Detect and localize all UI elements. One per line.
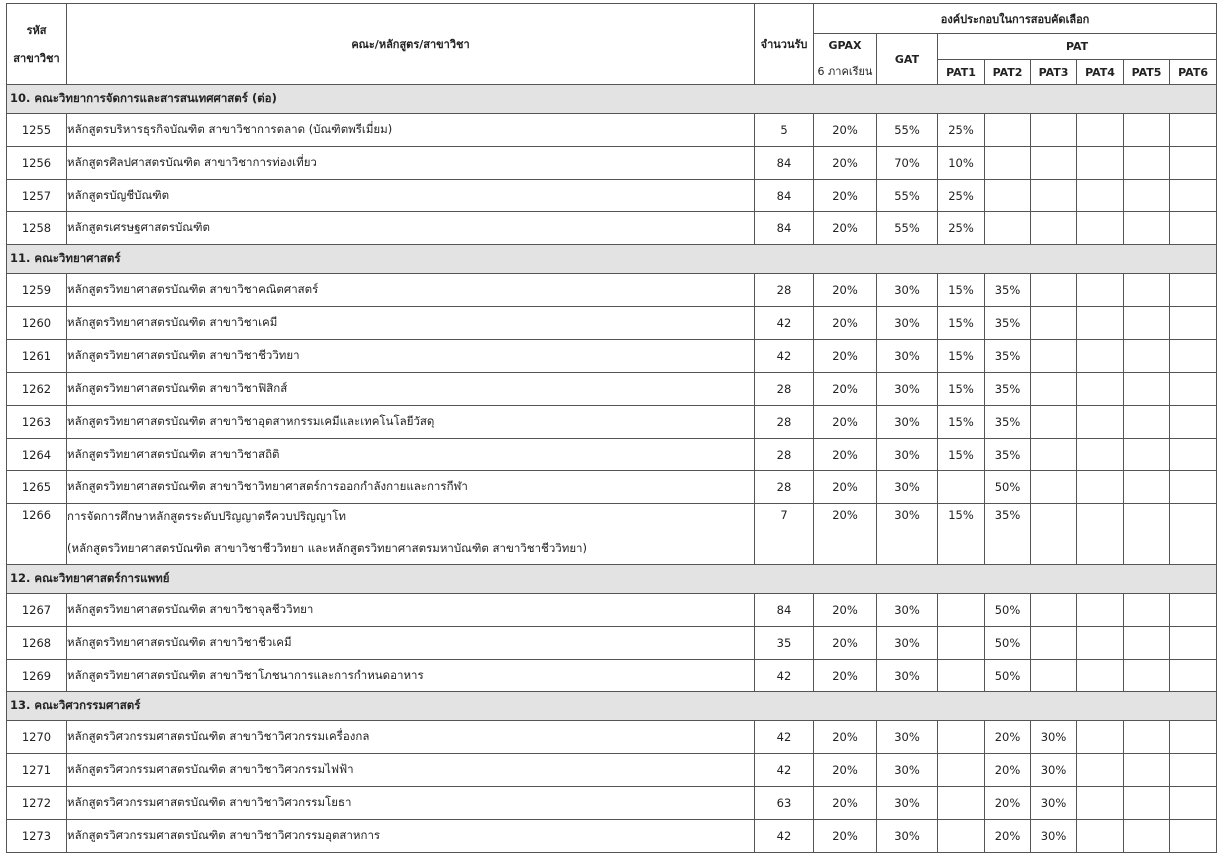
gpax-cell: 20% [814, 212, 877, 245]
gpax-cell: 20% [814, 179, 877, 212]
pat2-header: PAT2 [985, 60, 1031, 85]
pat5-cell [1124, 339, 1170, 372]
quota-cell: 7 [755, 504, 814, 565]
program-name-cell [67, 274, 755, 307]
pat6-cell [1170, 659, 1217, 692]
gpax-cell: 20% [814, 787, 877, 820]
gpax-cell: 20% [814, 721, 877, 754]
pat6-cell [1170, 339, 1217, 372]
quota-cell: 28 [755, 471, 814, 504]
pat2-cell: 35% [985, 307, 1031, 340]
quota-cell: 84 [755, 212, 814, 245]
pat6-cell [1170, 787, 1217, 820]
pat2-cell: 20% [985, 819, 1031, 852]
pat6-cell [1170, 626, 1217, 659]
pat6-cell [1170, 754, 1217, 787]
pat6-cell [1170, 405, 1217, 438]
program-name: หลักสูตรวิทยาศาสตรบัณฑิต สาขาวิชาชีววิทยา [67, 347, 300, 362]
program-code-cell: 1258 [7, 212, 67, 245]
program-name: หลักสูตรวิทยาศาสตรบัณฑิต สาขาวิชาชีวเคมี [67, 634, 292, 649]
pat1-cell: 15% [938, 274, 985, 307]
pat3-cell [1031, 307, 1077, 340]
table-row [7, 659, 1217, 692]
pat4-cell [1077, 754, 1124, 787]
pat2-cell: 35% [985, 372, 1031, 405]
program-name: หลักสูตรบริหารธุรกิจบัณฑิต สาขาวิชาการตลาด (บัณฑิตพรีเมี่ยม) [67, 121, 393, 136]
pat4-cell [1077, 819, 1124, 852]
program-name-cell [67, 212, 755, 245]
pat3-cell [1031, 438, 1077, 471]
program-code-cell: 1269 [7, 659, 67, 692]
table-row [7, 405, 1217, 438]
pat4-cell [1077, 659, 1124, 692]
pat6-cell [1170, 372, 1217, 405]
quota-header: จำนวนรับ [755, 4, 814, 85]
gat-cell: 30% [877, 307, 938, 340]
pat2-cell: 20% [985, 754, 1031, 787]
pat3-cell [1031, 179, 1077, 212]
pat1-cell: 25% [938, 113, 985, 146]
pat5-header: PAT5 [1124, 60, 1170, 85]
gat-header: GAT [877, 34, 938, 85]
program-code-cell: 1259 [7, 274, 67, 307]
pat1-cell: 15% [938, 307, 985, 340]
program-code-cell: 1267 [7, 593, 67, 626]
pat3-cell: 30% [1031, 787, 1077, 820]
program-code-cell: 1263 [7, 405, 67, 438]
pat6-cell [1170, 819, 1217, 852]
pat4-cell [1077, 787, 1124, 820]
gat-cell: 30% [877, 626, 938, 659]
pat1-cell: 15% [938, 372, 985, 405]
program-name: หลักสูตรวิศวกรรมศาสตรบัณฑิต สาขาวิชาวิศวกรรมไฟฟ้า [67, 762, 354, 777]
pat2-cell: 20% [985, 787, 1031, 820]
gpax-cell: 20% [814, 593, 877, 626]
quota-cell: 63 [755, 787, 814, 820]
table-row [7, 179, 1217, 212]
gpax-cell: 20% [814, 274, 877, 307]
gpax-sublabel: 6 ภาคเรียน [817, 64, 873, 78]
program-name: หลักสูตรวิศวกรรมศาสตรบัณฑิต สาขาวิชาวิศวกรรมโยธา [67, 794, 352, 809]
pat4-cell [1077, 626, 1124, 659]
table-body [7, 85, 1217, 853]
gat-cell: 55% [877, 179, 938, 212]
gpax-cell: 20% [814, 113, 877, 146]
program-name: หลักสูตรวิทยาศาสตรบัณฑิต สาขาวิชาสถิติ [67, 446, 280, 461]
pat2-cell: 50% [985, 626, 1031, 659]
pat-header: PAT [938, 34, 1217, 60]
program-name: หลักสูตรศิลปศาสตรบัณฑิต สาขาวิชาการท่องเที่ยว [67, 154, 317, 169]
quota-cell: 84 [755, 179, 814, 212]
gpax-header [814, 34, 877, 85]
program-name-cell [67, 471, 755, 504]
pat1-cell [938, 626, 985, 659]
pat5-cell [1124, 212, 1170, 245]
table-row [7, 754, 1217, 787]
pat5-cell [1124, 405, 1170, 438]
program-name-cell [67, 179, 755, 212]
pat5-cell [1124, 721, 1170, 754]
gpax-cell: 20% [814, 754, 877, 787]
program-name-cell [67, 593, 755, 626]
gpax-cell: 20% [814, 504, 877, 565]
pat3-cell: 30% [1031, 754, 1077, 787]
table-row [7, 372, 1217, 405]
gat-cell: 30% [877, 659, 938, 692]
pat3-cell [1031, 626, 1077, 659]
program-name: หลักสูตรวิทยาศาสตรบัณฑิต สาขาวิชาฟิสิกส์ [67, 380, 288, 395]
pat1-cell: 25% [938, 212, 985, 245]
table-row [7, 212, 1217, 245]
quota-cell: 84 [755, 593, 814, 626]
gat-cell: 70% [877, 146, 938, 179]
pat1-cell [938, 787, 985, 820]
pat5-cell [1124, 819, 1170, 852]
pat4-cell [1077, 212, 1124, 245]
gpax-cell: 20% [814, 339, 877, 372]
pat6-cell [1170, 438, 1217, 471]
program-name-cell [67, 113, 755, 146]
table-row [7, 274, 1217, 307]
section-row [7, 85, 1217, 114]
pat6-cell [1170, 274, 1217, 307]
program-code-cell: 1270 [7, 721, 67, 754]
pat5-cell [1124, 179, 1170, 212]
pat6-cell [1170, 471, 1217, 504]
program-code-cell: 1261 [7, 339, 67, 372]
program-name: หลักสูตรวิศวกรรมศาสตรบัณฑิต สาขาวิชาวิศวกรรมเครื่องกล [67, 729, 370, 744]
pat4-cell [1077, 339, 1124, 372]
program-code-cell: 1264 [7, 438, 67, 471]
pat1-cell [938, 471, 985, 504]
pat4-cell [1077, 179, 1124, 212]
pat5-cell [1124, 626, 1170, 659]
program-code-cell: 1257 [7, 179, 67, 212]
quota-cell: 42 [755, 659, 814, 692]
program-name: หลักสูตรเศรษฐศาสตรบัณฑิต [67, 220, 210, 235]
pat1-cell: 15% [938, 438, 985, 471]
quota-cell: 35 [755, 626, 814, 659]
table-row [7, 787, 1217, 820]
pat1-cell: 15% [938, 339, 985, 372]
gat-cell: 30% [877, 721, 938, 754]
gat-cell: 30% [877, 504, 938, 565]
program-name-cell [67, 721, 755, 754]
pat2-cell: 35% [985, 504, 1031, 565]
gat-cell: 30% [877, 819, 938, 852]
program-name: หลักสูตรวิทยาศาสตรบัณฑิต สาขาวิชาเคมี [67, 314, 278, 329]
pat2-cell [985, 179, 1031, 212]
pat1-cell [938, 593, 985, 626]
quota-cell: 42 [755, 819, 814, 852]
program-name-detail: (หลักสูตรวิทยาศาสตรบัณฑิต สาขาวิชาชีววิทยา และหลักสูตรวิทยาศาสตรมหาบัณฑิต สาขาวิชาชีววิทยา) [67, 541, 588, 556]
pat2-cell: 20% [985, 721, 1031, 754]
quota-cell: 5 [755, 113, 814, 146]
table-row [7, 438, 1217, 471]
pat6-cell [1170, 146, 1217, 179]
program-name-cell [67, 787, 755, 820]
pat1-cell [938, 819, 985, 852]
gpax-label: GPAX [828, 38, 862, 52]
pat5-cell [1124, 504, 1170, 565]
pat1-cell [938, 659, 985, 692]
gat-cell: 55% [877, 113, 938, 146]
program-name-cell [67, 307, 755, 340]
quota-cell: 28 [755, 372, 814, 405]
gat-cell: 30% [877, 274, 938, 307]
pat5-cell [1124, 593, 1170, 626]
gpax-cell: 20% [814, 471, 877, 504]
pat4-cell [1077, 438, 1124, 471]
pat3-cell [1031, 212, 1077, 245]
program-code-cell: 1273 [7, 819, 67, 852]
program-name: หลักสูตรวิศวกรรมศาสตรบัณฑิต สาขาวิชาวิศวกรรมอุตสาหการ [67, 827, 381, 842]
pat4-cell [1077, 372, 1124, 405]
program-code-cell: 1268 [7, 626, 67, 659]
pat6-cell [1170, 179, 1217, 212]
pat1-cell: 15% [938, 405, 985, 438]
quota-cell: 28 [755, 274, 814, 307]
pat5-cell [1124, 146, 1170, 179]
program-code-cell: 1271 [7, 754, 67, 787]
pat3-cell [1031, 339, 1077, 372]
pat2-cell [985, 146, 1031, 179]
code-header [7, 4, 67, 85]
program-name: หลักสูตรวิทยาศาสตรบัณฑิต สาขาวิชาวิทยาศาสตร์การออกกำลังกายและการกีฬา [67, 479, 468, 494]
components-header: องค์ประกอบในการสอบคัดเลือก [814, 4, 1217, 34]
table-row [7, 626, 1217, 659]
pat5-cell [1124, 307, 1170, 340]
gpax-cell: 20% [814, 438, 877, 471]
table-row [7, 721, 1217, 754]
pat1-cell [938, 754, 985, 787]
gpax-cell: 20% [814, 307, 877, 340]
pat3-cell [1031, 113, 1077, 146]
program-name: หลักสูตรวิทยาศาสตรบัณฑิต สาขาวิชาจุลชีววิทยา [67, 601, 314, 616]
program-name-cell [67, 819, 755, 852]
program-name-cell [67, 659, 755, 692]
gpax-cell: 20% [814, 819, 877, 852]
section-row [7, 565, 1217, 594]
pat1-cell: 10% [938, 146, 985, 179]
section-title: 11. คณะวิทยาศาสตร์ [7, 245, 1217, 274]
section-title: 13. คณะวิศวกรรมศาสตร์ [7, 692, 1217, 721]
pat6-cell [1170, 307, 1217, 340]
pat1-header: PAT1 [938, 60, 985, 85]
pat6-cell [1170, 212, 1217, 245]
admission-criteria-table [6, 3, 1217, 853]
gpax-cell: 20% [814, 146, 877, 179]
quota-cell: 42 [755, 754, 814, 787]
pat2-cell: 35% [985, 438, 1031, 471]
pat4-cell [1077, 274, 1124, 307]
pat4-cell [1077, 504, 1124, 565]
pat2-cell: 35% [985, 405, 1031, 438]
program-name-cell [67, 146, 755, 179]
gat-cell: 55% [877, 212, 938, 245]
program-code-cell: 1262 [7, 372, 67, 405]
gat-cell: 30% [877, 405, 938, 438]
table-row [7, 819, 1217, 852]
pat4-cell [1077, 146, 1124, 179]
program-code-cell: 1265 [7, 471, 67, 504]
pat5-cell [1124, 659, 1170, 692]
code-header-line1: รหัส [26, 24, 47, 37]
quota-cell: 28 [755, 405, 814, 438]
quota-cell: 42 [755, 307, 814, 340]
pat2-cell: 35% [985, 274, 1031, 307]
program-name: หลักสูตรบัญชีบัณฑิต [67, 187, 170, 202]
table-row [7, 146, 1217, 179]
pat3-cell [1031, 659, 1077, 692]
pat4-cell [1077, 471, 1124, 504]
program-code-cell: 1266 [7, 504, 67, 565]
pat4-cell [1077, 593, 1124, 626]
pat3-cell [1031, 593, 1077, 626]
pat5-cell [1124, 438, 1170, 471]
quota-cell: 28 [755, 438, 814, 471]
gat-cell: 30% [877, 471, 938, 504]
quota-cell: 42 [755, 721, 814, 754]
table-row [7, 339, 1217, 372]
pat2-cell: 50% [985, 593, 1031, 626]
pat5-cell [1124, 787, 1170, 820]
program-name: การจัดการศึกษาหลักสูตรระดับปริญญาตรีควบปริญญาโท [67, 509, 346, 524]
pat3-cell [1031, 274, 1077, 307]
pat2-cell: 50% [985, 659, 1031, 692]
section-row [7, 692, 1217, 721]
gat-cell: 30% [877, 593, 938, 626]
pat5-cell [1124, 754, 1170, 787]
program-name-cell [67, 626, 755, 659]
pat1-cell [938, 721, 985, 754]
program-name-cell [67, 405, 755, 438]
pat2-cell [985, 212, 1031, 245]
program-name-cell [67, 372, 755, 405]
gat-cell: 30% [877, 787, 938, 820]
pat6-cell [1170, 504, 1217, 565]
pat3-cell [1031, 146, 1077, 179]
pat2-cell [985, 113, 1031, 146]
pat5-cell [1124, 274, 1170, 307]
pat6-cell [1170, 721, 1217, 754]
pat4-cell [1077, 405, 1124, 438]
pat4-cell [1077, 721, 1124, 754]
pat1-cell: 25% [938, 179, 985, 212]
gpax-cell: 20% [814, 626, 877, 659]
section-row [7, 245, 1217, 274]
pat2-cell: 35% [985, 339, 1031, 372]
gpax-cell: 20% [814, 405, 877, 438]
program-name: หลักสูตรวิทยาศาสตรบัณฑิต สาขาวิชาอุตสาหกรรมเคมีและเทคโนโลยีวัสดุ [67, 413, 435, 428]
program-code-cell: 1272 [7, 787, 67, 820]
pat2-cell: 50% [985, 471, 1031, 504]
program-name-cell [67, 504, 755, 565]
pat4-header: PAT4 [1077, 60, 1124, 85]
pat3-header: PAT3 [1031, 60, 1077, 85]
quota-cell: 42 [755, 339, 814, 372]
program-code-cell: 1255 [7, 113, 67, 146]
pat3-cell [1031, 504, 1077, 565]
program-header: คณะ/หลักสูตร/สาขาวิชา [67, 4, 755, 85]
gpax-cell: 20% [814, 659, 877, 692]
pat3-cell [1031, 471, 1077, 504]
gat-cell: 30% [877, 339, 938, 372]
table-row [7, 307, 1217, 340]
pat6-header: PAT6 [1170, 60, 1217, 85]
gat-cell: 30% [877, 438, 938, 471]
pat3-cell: 30% [1031, 721, 1077, 754]
pat4-cell [1077, 307, 1124, 340]
gat-cell: 30% [877, 754, 938, 787]
pat3-cell [1031, 372, 1077, 405]
pat4-cell [1077, 113, 1124, 146]
program-code-cell: 1260 [7, 307, 67, 340]
section-title: 10. คณะวิทยาการจัดการและสารสนเทศศาสตร์ (ต่อ) [7, 85, 1217, 114]
pat6-cell [1170, 593, 1217, 626]
program-name: หลักสูตรวิทยาศาสตรบัณฑิต สาขาวิชาคณิตศาสตร์ [67, 282, 319, 297]
table-row [7, 504, 1217, 565]
quota-cell: 84 [755, 146, 814, 179]
pat3-cell: 30% [1031, 819, 1077, 852]
table-row [7, 593, 1217, 626]
gpax-cell: 20% [814, 372, 877, 405]
program-name-cell [67, 339, 755, 372]
program-name-cell [67, 754, 755, 787]
code-header-line2: สาขาวิชา [13, 52, 60, 65]
table-row [7, 471, 1217, 504]
program-name-cell [67, 438, 755, 471]
program-name: หลักสูตรวิทยาศาสตรบัณฑิต สาขาวิชาโภชนาการและการกำหนดอาหาร [67, 667, 424, 682]
program-code-cell: 1256 [7, 146, 67, 179]
pat3-cell [1031, 405, 1077, 438]
pat5-cell [1124, 113, 1170, 146]
table-row [7, 113, 1217, 146]
pat6-cell [1170, 113, 1217, 146]
section-title: 12. คณะวิทยาศาสตร์การแพทย์ [7, 565, 1217, 594]
pat5-cell [1124, 372, 1170, 405]
pat1-cell: 15% [938, 504, 985, 565]
pat5-cell [1124, 471, 1170, 504]
gat-cell: 30% [877, 372, 938, 405]
table-header [7, 4, 1217, 85]
